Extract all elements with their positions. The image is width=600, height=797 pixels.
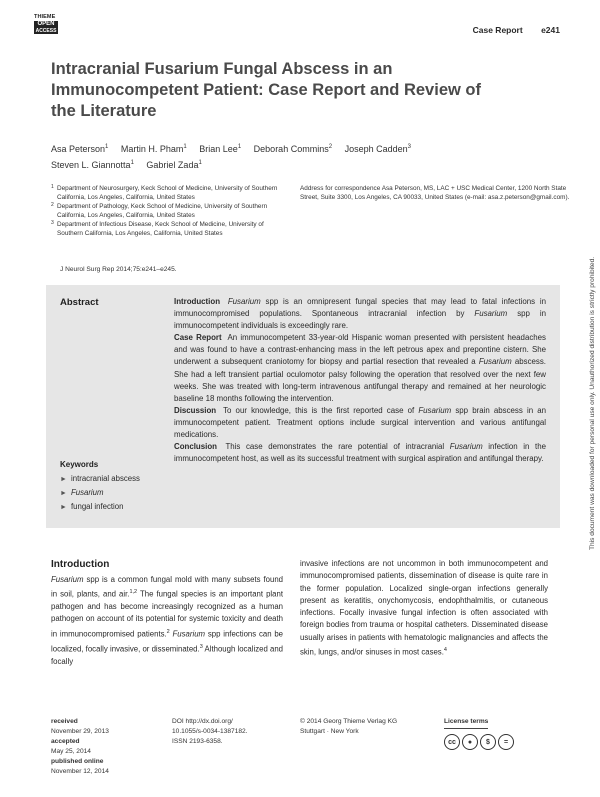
rich: An immunocompetent 33-year-old Hispanic woman presented with persistent headaches and was found to have a contrast-enhancing mass in the left petrous apex and prepontine cistern. She underwent a subsequent craniotomy for biopsy and partial resection that revealed a Fusarium abscess. She had a left transient partial oculomotor palsy following the operation that resolved over the next few weeks. She was treated with long-term intravenous antifungal therapy and remained at her neurologic baseline 18 months following the intervention. — [174, 333, 546, 403]
keywords-list — [60, 472, 140, 514]
keyword-item[interactable]: ► intracranial abscess — [60, 472, 140, 486]
abstract-case-report: Case Report An immunocompetent 33-year-old Hispanic woman presented with persistent headaches and was found to have a contrast-enhancing mass in the left petrous apex and prepontine cistern. She underwent a subsequent craniotomy for biopsy and partial resection that revealed a Fusarium abscess. She had a left transient partial oculomotor palsy following the operation that resolved over the next few weeks. She was treated with long-term intravenous antifungal therapy and remained at her neurologic baseline 18 months following the intervention. — [174, 333, 546, 403]
author[interactable]: Asa Peterson$^1$ — [51, 144, 109, 154]
author[interactable]: Joseph Cadden$^3$ — [344, 144, 411, 154]
section-label: Case Report — [472, 25, 523, 35]
doi-link[interactable]: DOI http://dx.doi.org/ — [172, 718, 233, 725]
license-icons — [444, 734, 554, 750]
author[interactable]: Martin H. Pham$^1$ — [120, 144, 187, 154]
logo-line2: OPEN — [34, 21, 58, 28]
rich: Fusarium spp is a common fungal mold with many subsets found in soil, plants, and air.$^{1,2}$ The fungal species is an important plant pathogen and has become increasingly recognized as a human pathogen on account of its potential for systemic toxicity and death in immunocompromised patients.$^2$ Fusarium spp infections can be localized, focally invasive, or disseminated.$^3$ Although localized and focally — [51, 575, 284, 666]
abstract-heading: Abstract — [60, 297, 99, 308]
keyword-item[interactable]: ► fungal infection — [60, 500, 140, 514]
published-date: November 12, 2014 — [51, 768, 109, 775]
citation: J Neurol Surg Rep 2014;75:e241–e245. — [60, 266, 177, 273]
running-header — [457, 25, 560, 35]
nd-icon: = — [498, 734, 514, 750]
rich: invasive infections are not uncommon in both immunocompetent and immunocompromised patients, dissemination of disease is quite rare in the former population. Localized single-organ infections generally present as keratitis, onychomycosis, endophthalmitis, or cutaneous infections. Focally invasive fungal infection is often associated with foreign bodies from trauma or hospital catheters. Disseminated disease usually arises in patients with hematologic malignancies and affects the skin, lungs, and/or sinuses in most cases.$^4$ — [300, 559, 548, 657]
author[interactable]: Deborah Commins$^2$ — [253, 144, 333, 154]
section-heading: Introduction — [51, 559, 110, 570]
published-label: published online — [51, 758, 104, 765]
abstract-conclusion: Conclusion This case demonstrates the rare potential of intracranial Fusarium infection in the immunocompetent host, as well as its successful treatment with surgical aspiration and antifungal therapy. — [174, 442, 546, 464]
by-icon: ● — [462, 734, 478, 750]
rich: To our knowledge, this is the first reported case of Fusarium spp brain abscess in an immunocompetent patient. Treatment options include surgical intervention and various antifungal medications. — [174, 405, 546, 440]
article-dates — [51, 717, 151, 777]
copyright: © 2014 Georg Thieme Verlag KG — [300, 718, 398, 725]
keywords-heading: Keywords — [60, 460, 99, 469]
download-notice: This document was downloaded for personal use only. Unauthorized distribution is strictly prohibited. — [589, 256, 596, 550]
affiliation: 2 Department of Pathology, Keck School of Medicine, University of Southern California, Los Angeles, California, United States — [51, 202, 268, 220]
doi-number: 10.1055/s-0034-1387182. — [172, 728, 248, 735]
correspondence: Address for correspondence Asa Peterson, MS, LAC + USC Medical Center, 1200 North State Street, Suite 3300, Los Angeles, CA 90033, United States (e-mail: asa.z.peterson@gmail.com). — [300, 185, 570, 202]
nc-icon: $ — [480, 734, 496, 750]
received-date: November 29, 2013 — [51, 728, 109, 735]
article-title: Intracranial Fusarium Fungal Abscess in an Immunocompetent Patient: Case Report and Review of the Literature — [51, 60, 481, 120]
license-title[interactable]: License terms — [444, 717, 488, 729]
author-list — [51, 140, 471, 172]
arrow-right-icon: ► — [60, 504, 67, 511]
cc-icon: cc — [444, 734, 460, 750]
logo-line3: ACCESS — [35, 28, 57, 34]
body-column-left — [51, 574, 283, 668]
abstract-discussion: Discussion To our knowledge, this is the first reported case of Fusarium spp brain abscess in an immunocompetent patient. Treatment options include surgical intervention and various antifungal medications. — [174, 405, 546, 440]
issn: ISSN 2193-6358. — [172, 738, 223, 745]
received-label: received — [51, 718, 78, 725]
doi-block — [172, 717, 292, 747]
rich: Fusarium spp is an omnipresent fungal species that may lead to fatal infections in immunocompromised populations. Spontaneous intracranial infection by Fusarium spp in immunocompetent individuals is exceedingly rare. — [174, 297, 546, 331]
body-column-right — [300, 558, 548, 659]
affiliation: 3 Department of Infectious Disease, Keck School of Medicine, University of Southern California, Los Angeles, California, United States — [51, 220, 264, 238]
arrow-right-icon: ► — [60, 490, 67, 497]
publisher-logo — [34, 14, 58, 34]
accepted-date: May 25, 2014 — [51, 748, 91, 755]
author[interactable]: Steven L. Giannotta$^1$ — [51, 160, 134, 170]
accepted-label: accepted — [51, 738, 80, 745]
copyright-block — [300, 717, 430, 737]
rich: This case demonstrates the rare potential of intracranial Fusarium infection in the immunocompetent host, as well as its successful treatment with surgical aspiration and antifungal therapy. — [174, 442, 546, 464]
license-block — [444, 717, 554, 750]
keyword-item[interactable]: ► Fusarium — [60, 486, 140, 500]
abstract-introduction: Introduction Fusarium spp is an omnipresent fungal species that may lead to fatal infections in immunocompromised populations. Spontaneous intracranial infection by Fusarium spp in immunocompetent individuals is exceedingly rare. — [174, 297, 546, 331]
author[interactable]: Brian Lee$^1$ — [199, 144, 242, 154]
arrow-right-icon: ► — [60, 476, 67, 483]
logo-line1: THIEME — [34, 14, 56, 20]
page-number: e241 — [541, 25, 560, 35]
author[interactable]: Gabriel Zada$^1$ — [146, 160, 202, 170]
publisher-location: Stuttgart · New York — [300, 728, 359, 735]
abstract-text — [174, 296, 546, 465]
affiliations — [51, 184, 291, 239]
affiliation: 1 Department of Neurosurgery, Keck School of Medicine, University of Southern California, Los Angeles, California, United States — [51, 184, 278, 202]
